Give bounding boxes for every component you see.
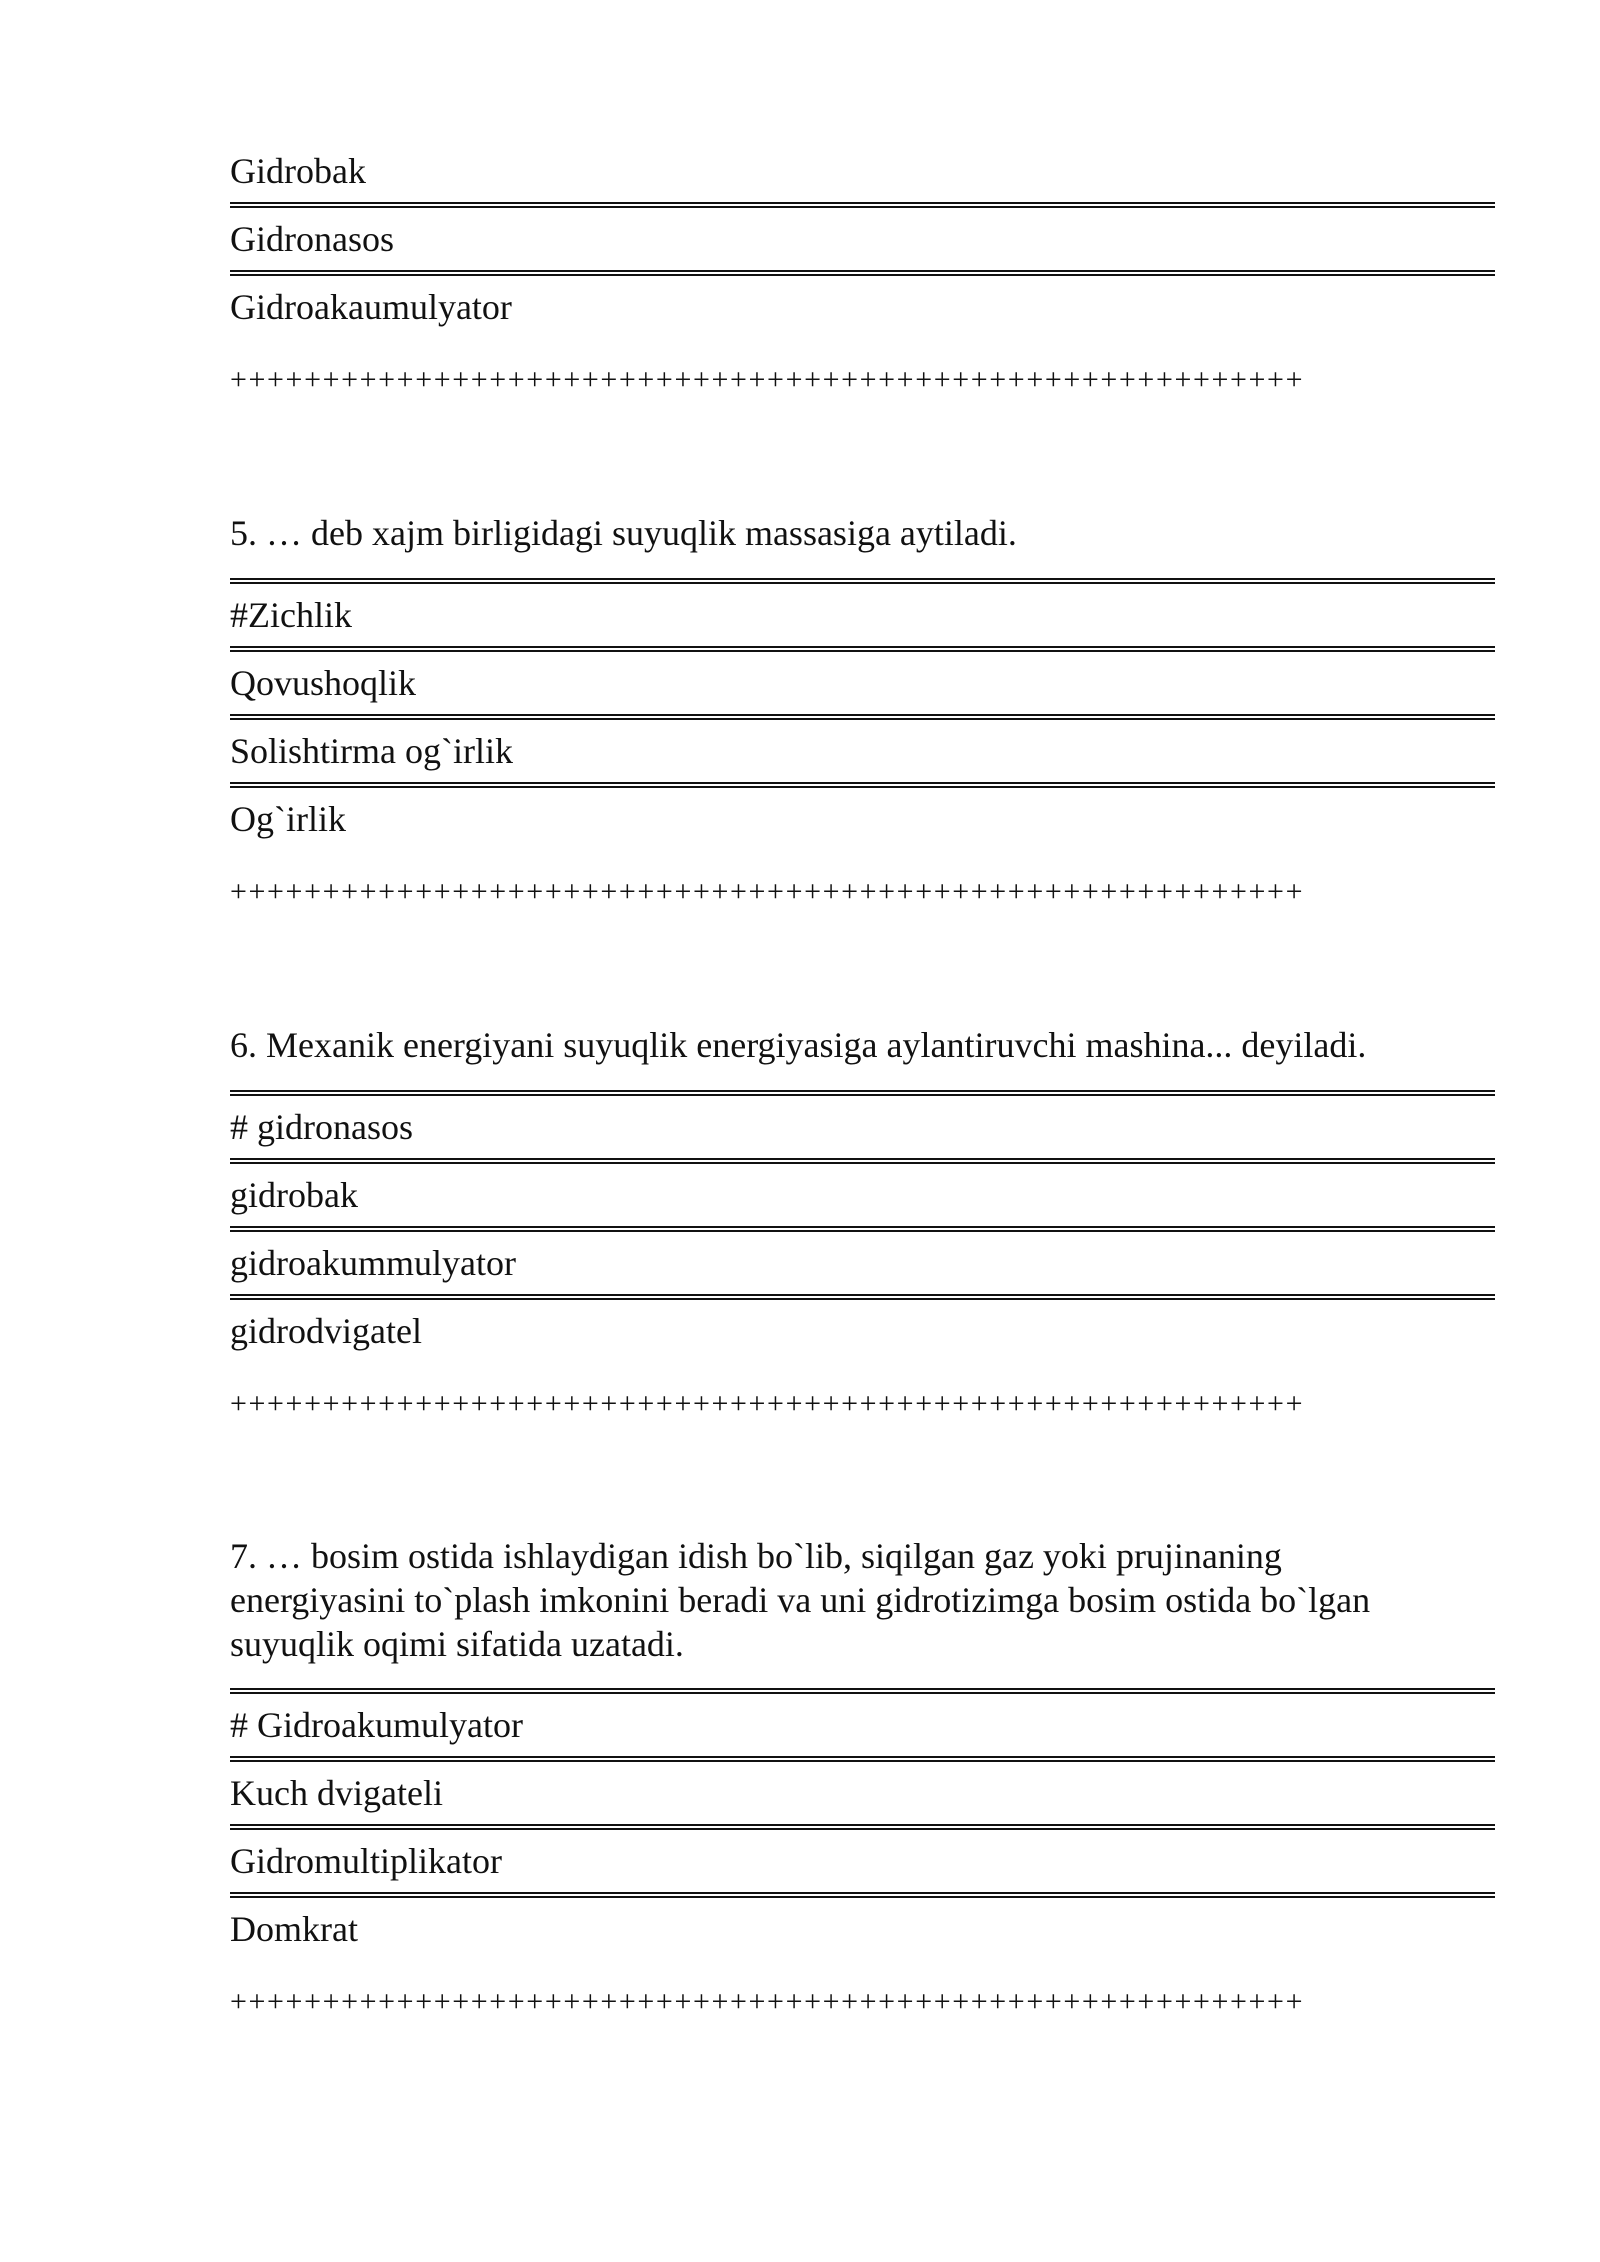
question-separator: ++++++++++++++++++++++++++++++++++++++++++++++++++++++++++ [230, 875, 1305, 908]
answer-option: gidrobak [230, 1175, 358, 1215]
question-separator: ++++++++++++++++++++++++++++++++++++++++++++++++++++++++++ [230, 1387, 1305, 1420]
answer-option: #Zichlik [230, 595, 352, 635]
spacer [230, 400, 1495, 510]
spacer [230, 1424, 1495, 1534]
question-separator: ++++++++++++++++++++++++++++++++++++++++++++++++++++++++++ [230, 1985, 1305, 2018]
question-text: 6. Mexanik energiyani suyuqlik energiyasiga aylantiruvchi mashina... deyiladi. [230, 1025, 1367, 1065]
answer-option: gidroakummulyator [230, 1243, 516, 1283]
question-block-7 [230, 1534, 1495, 2022]
question-text-line: 7. … bosim ostida ishlaydigan idish bo`lib, siqilgan gaz yoki prujinaning [230, 1536, 1282, 1576]
answer-option: Gidromultiplikator [230, 1841, 502, 1881]
answer-option: Domkrat [230, 1909, 358, 1949]
document-content [230, 140, 1495, 2022]
question-text: 5. … deb xajm birligidagi suyuqlik massasiga aytiladi. [230, 513, 1017, 553]
answer-option: Og`irlik [230, 799, 346, 839]
question-text [230, 1534, 1495, 1666]
question-separator: ++++++++++++++++++++++++++++++++++++++++++++++++++++++++++ [230, 363, 1305, 396]
answer-option: Gidroakaumulyator [230, 287, 512, 327]
question-block-4-tail [230, 140, 1495, 400]
answer-option: Gidronasos [230, 219, 394, 259]
answer-option: # Gidroakumulyator [230, 1705, 523, 1745]
answer-option: Kuch dvigateli [230, 1773, 443, 1813]
question-text-line: suyuqlik oqimi sifatida uzatadi. [230, 1624, 684, 1664]
answer-option: Solishtirma og`irlik [230, 731, 513, 771]
answer-option: Qovushoqlik [230, 663, 417, 703]
answer-option: gidrodvigatel [230, 1311, 422, 1351]
spacer [230, 912, 1495, 1022]
question-block-5 [230, 510, 1495, 912]
answer-option: Gidrobak [230, 151, 366, 191]
question-block-6 [230, 1022, 1495, 1424]
question-text-line: energiyasini to`plash imkonini beradi va uni gidrotizimga bosim ostida bo`lgan [230, 1580, 1371, 1620]
answer-option: # gidronasos [230, 1107, 413, 1147]
